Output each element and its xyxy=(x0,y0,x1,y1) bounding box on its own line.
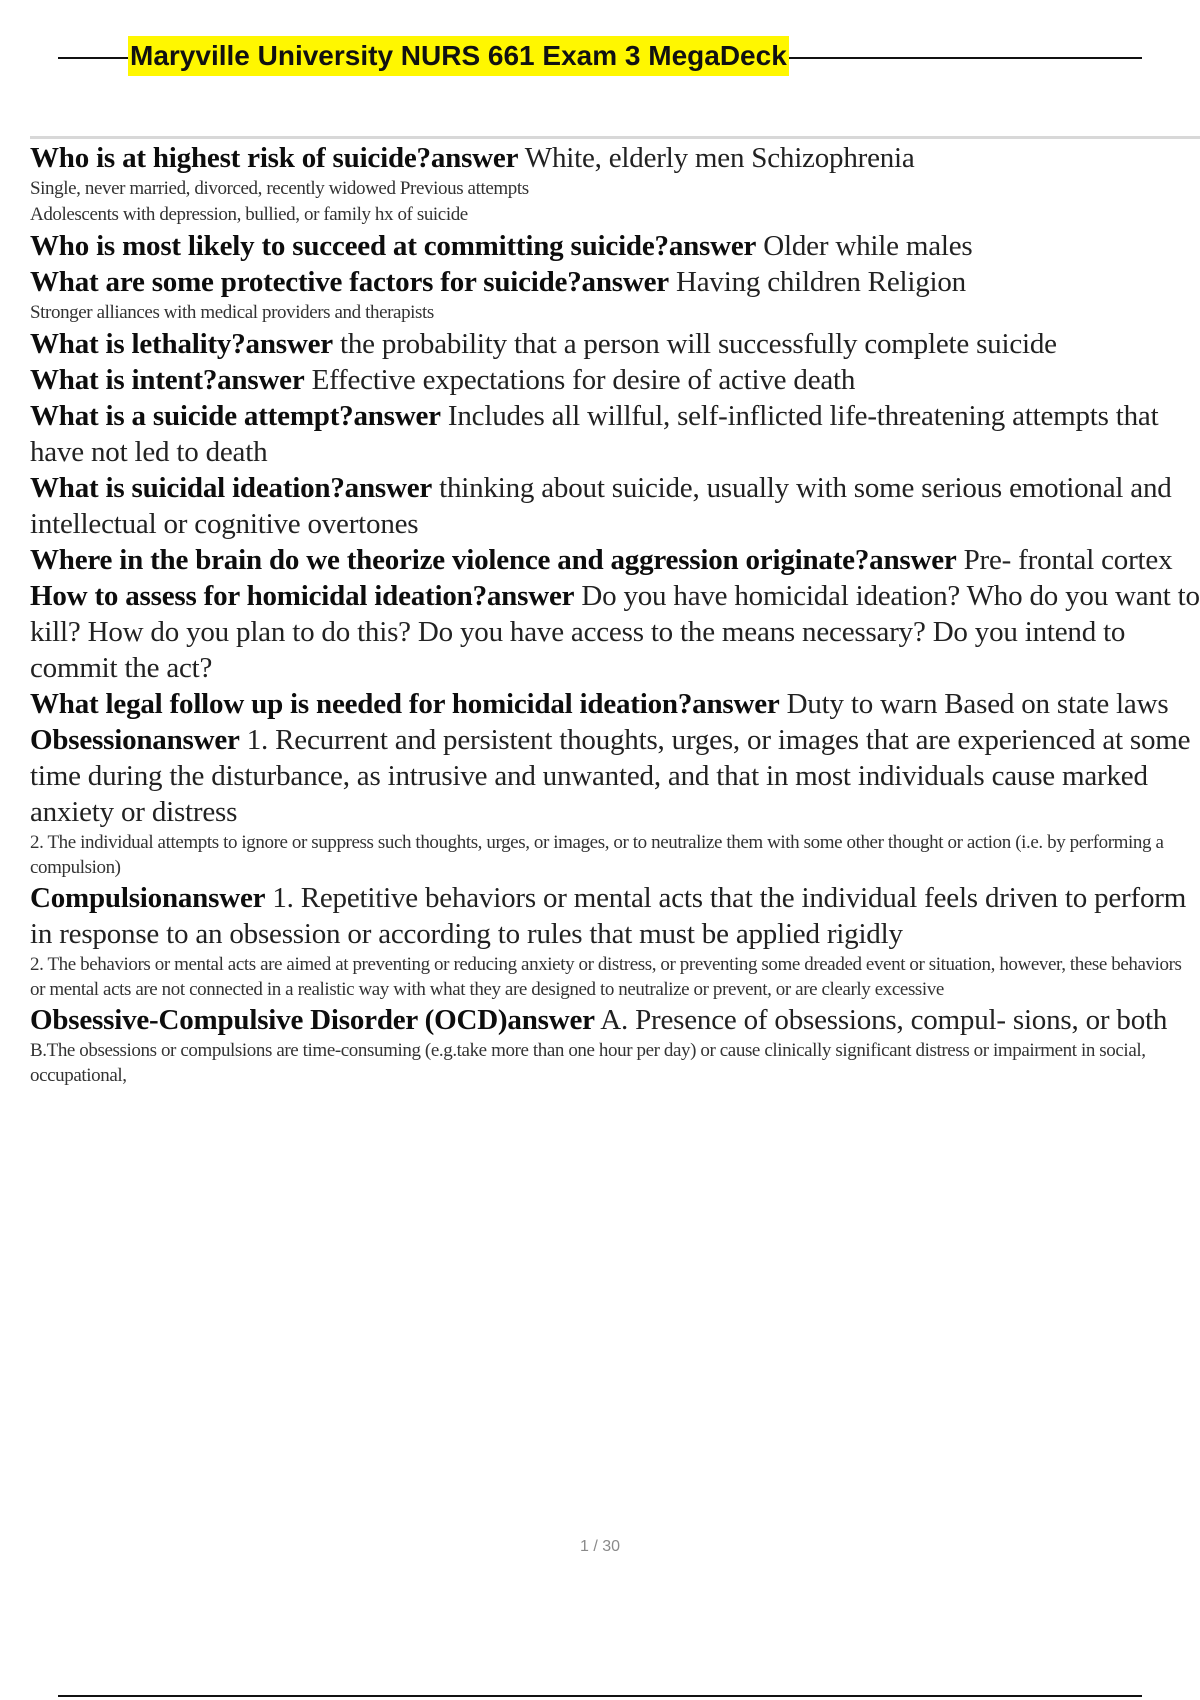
card-answer: Duty to warn Based on state laws xyxy=(779,688,1169,720)
card-line xyxy=(30,470,1200,542)
card-question: Who is most likely to succeed at committing suicide?answer xyxy=(30,230,757,262)
flashcard xyxy=(30,326,1200,362)
card-answer: White, elderly men Schizophrenia xyxy=(518,142,915,174)
card-detail: Single, never married, divorced, recently widowed Previous attempts xyxy=(30,178,529,199)
card-detail: 2. The behaviors or mental acts are aimed at preventing or reducing anxiety or distress, or preventing some dreaded event or situation, however, these behaviors or mental acts are not connected in a realistic way with what they are designed to neutralize or prevent, or are clearly excessive xyxy=(30,954,1182,1000)
card-answer: Older while males xyxy=(756,230,973,262)
card-line xyxy=(30,1002,1200,1038)
card-question: Where in the brain do we theorize violence and aggression originate?answer xyxy=(30,544,957,576)
card-answer: Having children Religion xyxy=(668,266,966,298)
page-header xyxy=(58,30,1142,82)
card-line xyxy=(30,578,1200,686)
page-number: 1 / 30 xyxy=(579,1538,621,1555)
flashcard xyxy=(30,578,1200,686)
card-question: What is intent?answer xyxy=(30,364,305,396)
card-question: Obsessive-Compulsive Disorder (OCD)answer xyxy=(30,1004,595,1036)
flashcard xyxy=(30,542,1200,578)
card-answer: Do you have homicidal ideation? Who do you want to kill? How do you plan to do this? Do you have access to the means necessary? Do you intend to commit the act? xyxy=(30,580,1200,684)
flashcard-list xyxy=(30,140,1200,1088)
card-line xyxy=(30,398,1200,470)
card-question: What is a suicide attempt?answer xyxy=(30,400,441,432)
card-question: What legal follow up is needed for homicidal ideation?answer xyxy=(30,688,780,720)
card-answer: thinking about suicide, usually with some serious emotional and intellectual or cognitive overtones xyxy=(30,472,1172,540)
card-question: What are some protective factors for suicide?answer xyxy=(30,266,669,298)
card-answer: A. Presence of obsessions, compul- sions, or both xyxy=(594,1004,1168,1036)
flashcard xyxy=(30,140,1200,228)
card-question: How to assess for homicidal ideation?answer xyxy=(30,580,575,612)
card-line xyxy=(30,228,1200,264)
card-question: Who is at highest risk of suicide?answer xyxy=(30,142,519,174)
card-answer: the probability that a person will successfully complete suicide xyxy=(332,328,1057,360)
flashcard xyxy=(30,880,1200,1002)
card-line xyxy=(30,542,1200,578)
card-answer: 1. Repetitive behaviors or mental acts that the individual feels driven to perform in response to an obsession or according to rules that must be applied rigidly xyxy=(30,882,1187,950)
footer-rule xyxy=(58,1695,1142,1697)
card-line xyxy=(30,686,1200,722)
card-detail: 2. The individual attempts to ignore or suppress such thoughts, urges, or images, or to neutralize them with some other thought or action (i.e. by performing a compulsion) xyxy=(30,832,1164,878)
flashcard xyxy=(30,264,1200,326)
card-line xyxy=(30,722,1200,830)
card-question: Compulsionanswer xyxy=(30,882,266,914)
card-answer: Pre- frontal cortex xyxy=(956,544,1173,576)
card-line xyxy=(30,264,1200,300)
flashcard xyxy=(30,1002,1200,1088)
card-answer: 1. Recurrent and persistent thoughts, urges, or images that are experienced at some time during the disturbance, as intrusive and unwanted, and that in most individuals cause marked anxiety or distress xyxy=(30,724,1191,828)
card-detail: Adolescents with depression, bullied, or family hx of suicide xyxy=(30,204,468,225)
card-detail: Stronger alliances with medical providers and therapists xyxy=(30,302,434,323)
flashcard xyxy=(30,686,1200,722)
card-question: What is suicidal ideation?answer xyxy=(30,472,433,504)
flashcard xyxy=(30,362,1200,398)
flashcard xyxy=(30,228,1200,264)
flashcard xyxy=(30,398,1200,470)
card-line xyxy=(30,362,1200,398)
flashcard xyxy=(30,470,1200,542)
flashcard xyxy=(30,722,1200,880)
card-line xyxy=(30,880,1200,952)
content-top-rule xyxy=(30,136,1200,139)
card-question: Obsessionanswer xyxy=(30,724,240,756)
card-detail: B.The obsessions or compulsions are time-consuming (e.g.take more than one hour per day) or cause clinically significant distress or impairment in social, occupational, xyxy=(30,1040,1146,1086)
document-title: Maryville University NURS 661 Exam 3 MegaDeck xyxy=(128,36,789,76)
card-answer: Includes all willful, self-inflicted life-threatening attempts that have not led to death xyxy=(30,400,1159,468)
card-question: What is lethality?answer xyxy=(30,328,333,360)
card-line xyxy=(30,140,1200,176)
card-line xyxy=(30,326,1200,362)
card-answer: Effective expectations for desire of active death xyxy=(304,364,856,396)
